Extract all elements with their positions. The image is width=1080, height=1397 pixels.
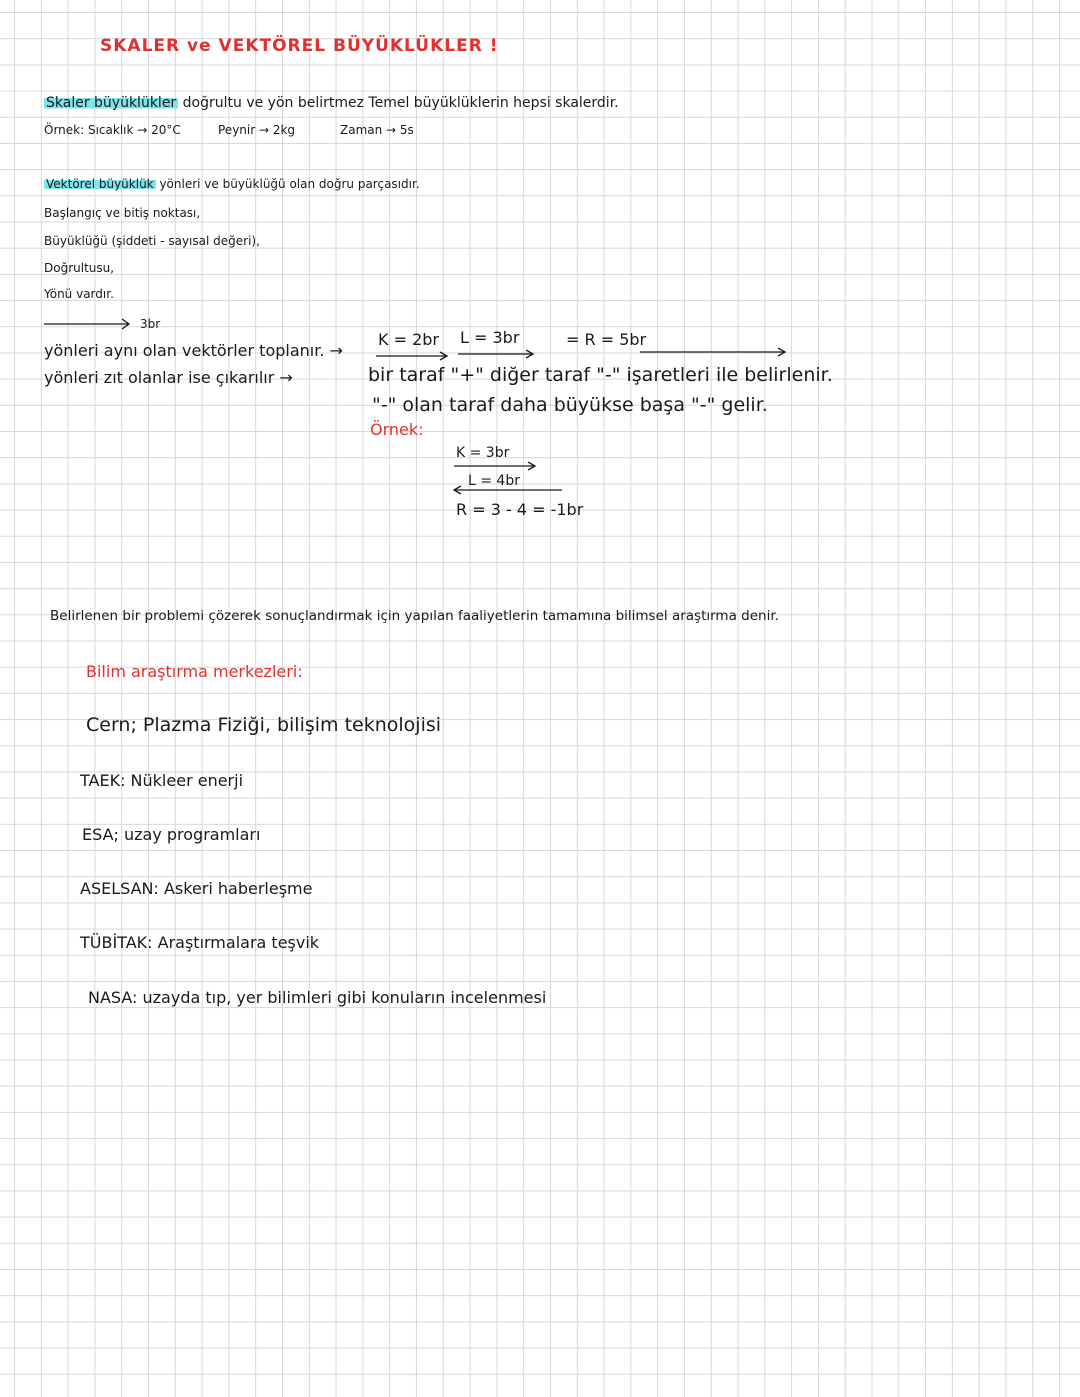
rule-sign: bir taraf "+" diğer taraf "-" işaretleri ile belirlenir.: [368, 364, 833, 386]
scalar-definition: doğrultu ve yön belirtmez Temel büyüklüklerin hepsi skalerdir.: [182, 95, 619, 111]
research-center-cern: Cern; Plazma Fiziği, bilişim teknolojisi: [86, 714, 442, 736]
vector-line-3: Doğrultusu,: [44, 261, 115, 275]
rule-same-direction: yönleri aynı olan vektörler toplanır. →: [44, 341, 343, 360]
research-center-taek: TAEK: Nükleer enerji: [80, 771, 244, 790]
vector-line-2: Büyüklüğü (şiddeti - sayısal değeri),: [44, 234, 260, 248]
vector-l-arrow: [458, 348, 538, 360]
research-definition: Belirlenen bir problemi çözerek sonuçlandırmak için yapılan faaliyetlerin tamamına bilimsel araştırma denir.: [50, 608, 779, 624]
example-result: R = 3 - 4 = -1br: [456, 500, 584, 519]
rule-opposite-direction: yönleri zıt olanlar ise çıkarılır →: [44, 368, 293, 387]
vector-definition-line: [44, 178, 420, 190]
research-center-aselsan: ASELSAN: Askeri haberleşme: [80, 879, 313, 898]
research-center-tubitak: TÜBİTAK: Araştırmalara teşvik: [80, 933, 320, 952]
scalar-example-2: Peynir → 2kg: [218, 123, 296, 137]
vector-r-arrow: [640, 346, 790, 358]
example-l-label: L = 4br: [468, 473, 520, 489]
example-l-arrow: [452, 484, 564, 496]
example-k-label: K = 3br: [456, 445, 510, 461]
scalar-example-3: Zaman → 5s: [340, 123, 414, 137]
research-center-esa: ESA; uzay programları: [82, 825, 261, 844]
example-k-arrow: [454, 460, 540, 472]
scalar-term: Skaler büyüklükler: [46, 95, 177, 111]
vector-l-label: L = 3br: [460, 328, 520, 347]
vector-line-4: Yönü vardır.: [44, 287, 114, 301]
example-label: Örnek:: [370, 420, 424, 439]
vector-line-1: Başlangıç ve bitiş noktası,: [44, 206, 201, 220]
sample-vector-label: 3br: [140, 317, 161, 331]
vector-k-arrow: [376, 350, 452, 362]
scalar-example-1: Örnek: Sıcaklık → 20°C: [44, 123, 181, 137]
vector-term: Vektörel büyüklük: [46, 177, 154, 191]
vector-k-label: K = 2br: [378, 330, 439, 349]
research-center-nasa: NASA: uzayda tıp, yer bilimleri gibi konuların incelenmesi: [88, 988, 547, 1007]
rule-larger: "-" olan taraf daha büyükse başa "-" gelir.: [372, 394, 768, 416]
vector-r-label: = R = 5br: [566, 330, 647, 349]
scalar-definition-line: [44, 96, 619, 110]
vector-definition: yönleri ve büyüklüğü olan doğru parçasıdır.: [159, 177, 420, 191]
page-title: SKALER ve VEKTÖREL BÜYÜKLÜKLER !: [100, 36, 499, 56]
research-centers-title: Bilim araştırma merkezleri:: [86, 662, 303, 681]
sample-vector-arrow: [44, 316, 134, 330]
